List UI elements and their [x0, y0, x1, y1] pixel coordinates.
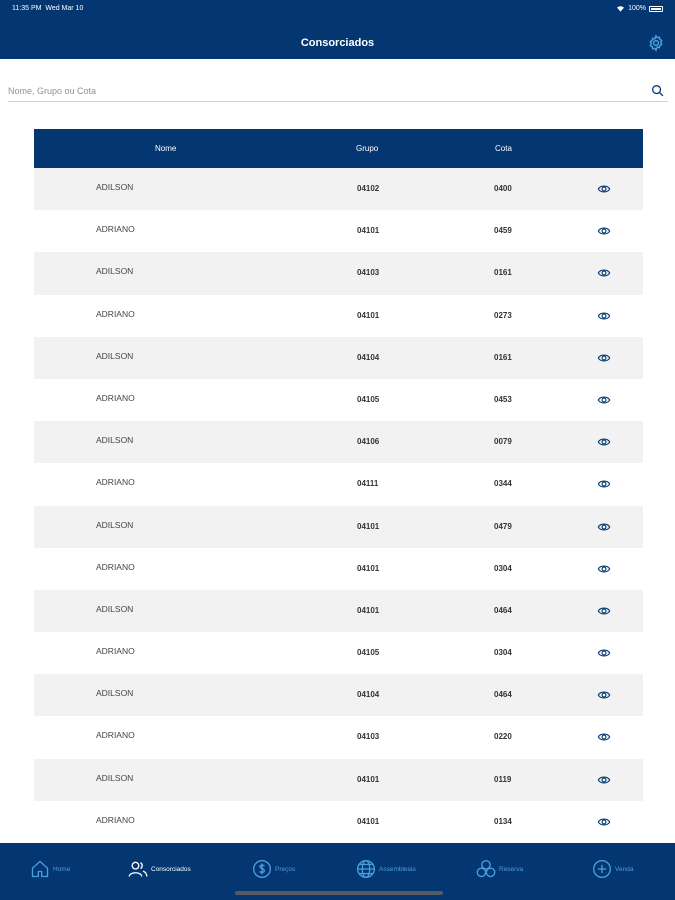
- globe-icon: [356, 859, 376, 879]
- status-right: [616, 5, 663, 12]
- row-nome: ADILSON: [96, 350, 134, 361]
- row-nome: ADRIANO: [96, 392, 135, 403]
- row-grupo: 04101: [357, 521, 380, 531]
- wifi-icon: [616, 5, 625, 12]
- row-nome: ADRIANO: [96, 477, 135, 488]
- row-cota: 0304: [494, 563, 512, 573]
- table-row[interactable]: [34, 674, 643, 716]
- eye-icon[interactable]: [597, 646, 611, 660]
- tab-assembleias[interactable]: [356, 859, 416, 879]
- row-cota: 0134: [494, 816, 512, 826]
- eye-icon[interactable]: [597, 393, 611, 407]
- row-grupo: 04101: [357, 310, 380, 320]
- eye-icon[interactable]: [597, 520, 611, 534]
- status-bar: [0, 0, 675, 18]
- row-nome: ADRIANO: [96, 730, 135, 741]
- table-row[interactable]: [34, 716, 643, 758]
- tab-venda[interactable]: [592, 859, 633, 879]
- row-cota: 0161: [494, 268, 512, 278]
- eye-icon[interactable]: [597, 815, 611, 829]
- plus-circle-icon: [592, 859, 612, 879]
- tab-home[interactable]: [30, 859, 70, 879]
- row-cota: 0464: [494, 605, 512, 615]
- row-nome: ADILSON: [96, 266, 134, 277]
- table-row[interactable]: [34, 632, 643, 674]
- column-header-nome: Nome: [155, 144, 177, 153]
- table-row[interactable]: [34, 463, 643, 505]
- tab-consorciados[interactable]: [128, 859, 191, 879]
- table-row[interactable]: [34, 548, 643, 590]
- table-row[interactable]: [34, 759, 643, 801]
- row-nome: ADILSON: [96, 182, 134, 192]
- table-row[interactable]: [34, 801, 643, 843]
- tab-label: Reserva: [499, 865, 524, 873]
- eye-icon[interactable]: [597, 773, 611, 787]
- tab-precos[interactable]: [252, 859, 295, 879]
- page-title: Consorciados: [300, 37, 375, 49]
- row-cota: 0220: [494, 732, 512, 742]
- row-nome: ADILSON: [96, 772, 134, 783]
- tab-label: Venda: [615, 865, 634, 873]
- tab-label: Preços: [275, 865, 296, 873]
- row-nome: ADILSON: [96, 688, 134, 699]
- row-grupo: 04101: [357, 816, 380, 826]
- users-icon: [128, 859, 148, 879]
- tab-label: Consorciados: [151, 865, 191, 873]
- battery-icon: [649, 6, 663, 12]
- table-row[interactable]: [34, 168, 643, 210]
- row-nome: ADRIANO: [96, 224, 135, 235]
- eye-icon[interactable]: [597, 351, 611, 365]
- status-time: [12, 5, 83, 12]
- app-header: [0, 0, 675, 59]
- column-header-grupo: Grupo: [356, 144, 379, 153]
- eye-icon[interactable]: [597, 730, 611, 744]
- table-row[interactable]: [34, 295, 643, 337]
- row-cota: 0304: [494, 648, 512, 658]
- home-indicator[interactable]: [235, 891, 443, 895]
- row-cota: 0273: [494, 310, 512, 320]
- dollar-icon: [252, 859, 272, 879]
- eye-icon[interactable]: [597, 224, 611, 238]
- row-cota: 0161: [494, 352, 512, 362]
- row-cota: 0119: [494, 774, 512, 784]
- consorciados-table: [34, 129, 643, 843]
- eye-icon[interactable]: [597, 688, 611, 702]
- table-row[interactable]: [34, 506, 643, 548]
- table-row[interactable]: [34, 379, 643, 421]
- row-grupo: 04102: [357, 184, 380, 193]
- row-grupo: 04101: [357, 563, 380, 573]
- eye-icon[interactable]: [597, 604, 611, 618]
- table-header: [34, 129, 643, 168]
- row-grupo: 04101: [357, 605, 380, 615]
- row-cota: 0479: [494, 521, 512, 531]
- row-nome: ADILSON: [96, 435, 134, 446]
- eye-icon[interactable]: [597, 309, 611, 323]
- row-grupo: 04101: [357, 774, 380, 784]
- row-nome: ADRIANO: [96, 308, 135, 319]
- row-grupo: 04101: [357, 226, 380, 236]
- row-grupo: 04103: [357, 732, 380, 742]
- row-nome: ADRIANO: [96, 561, 135, 572]
- search-bar: [8, 81, 668, 102]
- row-cota: 0344: [494, 479, 512, 489]
- table-row[interactable]: [34, 590, 643, 632]
- row-grupo: 04105: [357, 394, 380, 404]
- search-icon[interactable]: [651, 84, 664, 97]
- row-nome: ADRIANO: [96, 814, 135, 825]
- row-nome: ADILSON: [96, 519, 134, 530]
- tab-reserva[interactable]: [476, 859, 523, 879]
- table-row[interactable]: [34, 337, 643, 379]
- row-cota: 0400: [494, 184, 512, 193]
- row-cota: 0079: [494, 437, 512, 447]
- eye-icon[interactable]: [597, 182, 611, 196]
- eye-icon[interactable]: [597, 562, 611, 576]
- row-grupo: 04106: [357, 437, 380, 447]
- battery-text: 100%: [628, 5, 646, 12]
- eye-icon[interactable]: [597, 266, 611, 280]
- row-nome: ADILSON: [96, 603, 134, 614]
- table-row[interactable]: [34, 421, 643, 463]
- row-cota: 0459: [494, 226, 512, 236]
- circles-icon: [476, 859, 496, 879]
- row-grupo: 04104: [357, 690, 380, 700]
- search-input[interactable]: [8, 83, 638, 99]
- clock-text: 11:35 PM: [12, 5, 42, 12]
- eye-icon[interactable]: [597, 435, 611, 449]
- row-cota: 0464: [494, 690, 512, 700]
- date-text: Wed Mar 10: [45, 5, 84, 12]
- tab-label: Assembleias: [379, 865, 416, 873]
- table-body: [34, 168, 643, 843]
- table-row[interactable]: [34, 252, 643, 294]
- row-grupo: 04105: [357, 648, 380, 658]
- home-icon: [30, 859, 50, 879]
- row-grupo: 04111: [357, 479, 379, 489]
- gear-icon[interactable]: [647, 34, 665, 52]
- row-cota: 0453: [494, 394, 512, 404]
- eye-icon[interactable]: [597, 477, 611, 491]
- table-row[interactable]: [34, 210, 643, 252]
- row-nome: ADRIANO: [96, 646, 135, 657]
- tab-label: Home: [53, 865, 71, 873]
- row-grupo: 04104: [357, 352, 380, 362]
- column-header-cota: Cota: [495, 144, 512, 153]
- row-grupo: 04103: [357, 268, 380, 278]
